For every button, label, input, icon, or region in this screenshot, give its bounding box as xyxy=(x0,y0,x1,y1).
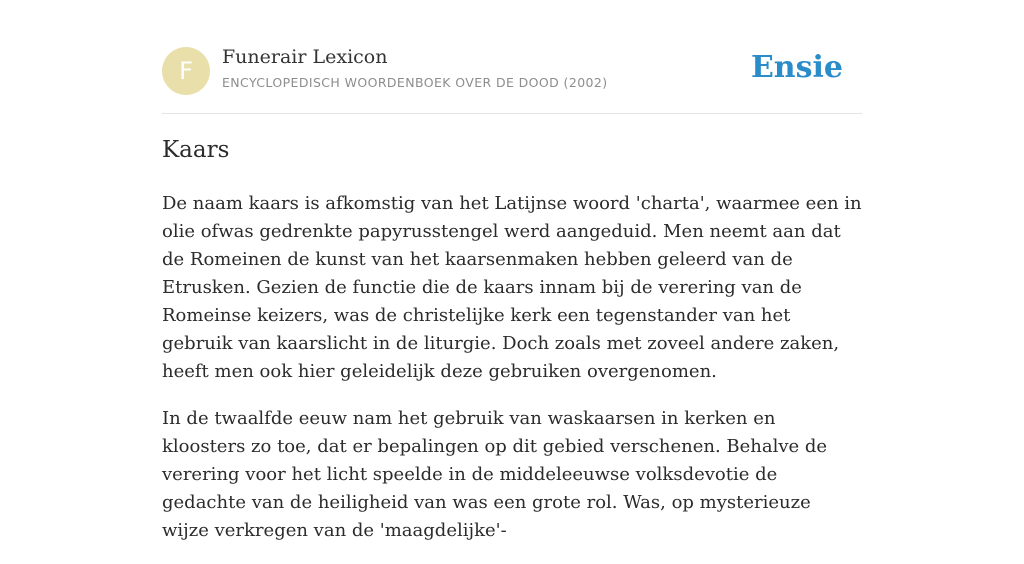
source-header xyxy=(162,0,862,114)
entry-body xyxy=(162,190,862,564)
page-container xyxy=(162,0,862,541)
paragraph-1: De naam kaars is afkomstig van het Latijnse woord 'charta', waarmee een in olie ofwas gedrenkte papyrusstengel werd aangeduid. Men neemt aan dat de Romeinen de kunst van het kaarsenmaken hebben geleerd van de Etrusken. Gezien de functie die de kaars innam bij de verering van de Romeinse keizers, was de christelijke kerk een tegenstander van het gebruik van kaarslicht in de liturgie. Doch zoals met zoveel andere zaken, heeft men ook hier geleidelijk deze gebruiken overgenomen. xyxy=(162,193,862,382)
ensie-logo-link[interactable]: Ensie xyxy=(750,50,843,85)
paragraph-2: In de twaalfde eeuw nam het gebruik van waskaarsen in kerken en kloosters zo toe, dat er bepalingen op dit gebied verschenen. Behalve de verering voor het licht speelde in de middeleeuwse volksdevotie de gedachte van de heiligheid van was een grote rol. Was, op mysterieuze wijze verkregen van de 'maagdelijke'- xyxy=(162,408,828,541)
source-subtitle: ENCYCLOPEDISCH WOORDENBOEK OVER DE DOOD (2002) xyxy=(222,75,608,90)
entry-title: Kaars xyxy=(162,137,230,163)
source-title-link[interactable]: Funerair Lexicon xyxy=(222,46,388,68)
source-avatar[interactable]: F xyxy=(162,47,210,95)
